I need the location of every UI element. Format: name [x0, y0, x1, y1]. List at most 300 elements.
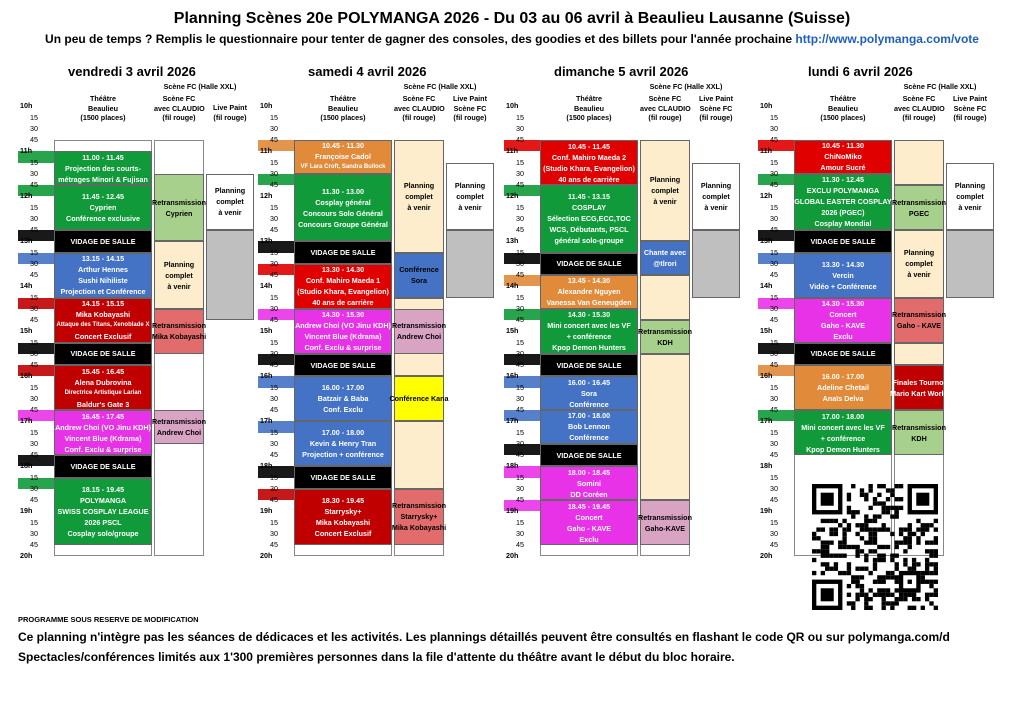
event-block[interactable] — [692, 230, 740, 298]
header-line: Scène FC — [699, 103, 733, 113]
qr-module — [895, 484, 899, 488]
event-text: Retransmission — [392, 501, 446, 511]
event-block[interactable] — [294, 489, 392, 545]
quarter-label: 15 — [516, 427, 524, 437]
event-text: Mika Kobayashi — [315, 517, 371, 527]
event-text: Retransmission — [152, 197, 206, 207]
qr-code-icon[interactable] — [812, 484, 938, 610]
hour-label: 15h — [260, 326, 273, 336]
event-text: Starrysky+ — [324, 506, 362, 516]
event-block[interactable] — [294, 174, 392, 242]
qr-module — [895, 601, 899, 605]
qr-module — [934, 606, 938, 610]
hour-label: 17h — [20, 416, 33, 426]
qr-module — [908, 540, 912, 544]
header-line: Scène FC — [648, 94, 682, 103]
qr-module — [873, 536, 877, 540]
quarter-label: 45 — [30, 315, 38, 324]
hour-label: 20h — [260, 551, 273, 561]
quarter-label: 30 — [30, 348, 38, 358]
event-text: Alena Dubrovina — [74, 377, 132, 387]
qr-module — [877, 545, 881, 549]
event-block[interactable] — [540, 140, 638, 185]
qr-module — [899, 527, 903, 531]
qr-module — [934, 571, 938, 575]
event-block[interactable] — [54, 230, 152, 253]
quarter-label: 45 — [30, 495, 38, 504]
qr-module — [929, 593, 933, 597]
event-block[interactable] — [54, 455, 152, 478]
event-block[interactable] — [54, 298, 152, 343]
hour-label: 14h — [506, 281, 519, 291]
hour-label: 11h — [20, 146, 32, 156]
hour-label: 15h — [20, 326, 33, 336]
event-block[interactable] — [794, 174, 892, 230]
qr-module — [864, 527, 868, 531]
header-line: (fil rouge) — [162, 113, 196, 122]
qr-module — [864, 523, 868, 527]
event-block[interactable] — [154, 174, 204, 242]
qr-module — [864, 554, 868, 558]
event-text: Françoise Cadol — [315, 152, 371, 162]
column-header — [394, 94, 444, 123]
quarter-label: 30 — [270, 483, 278, 493]
qr-module — [868, 588, 872, 592]
event-text: Concours Solo Général — [303, 208, 383, 218]
column-header — [206, 103, 254, 122]
event-block[interactable] — [54, 253, 152, 298]
qr-module — [925, 540, 929, 544]
event-text: 16.00 - 17.00 — [321, 383, 365, 393]
day-title: dimanche 5 avril 2026 — [554, 64, 689, 79]
event-block[interactable] — [54, 410, 152, 455]
qr-module — [934, 562, 938, 566]
qr-module — [851, 514, 855, 518]
header-line: Live Paint — [453, 94, 487, 103]
header-line: (1500 places) — [566, 113, 612, 122]
qr-module — [829, 567, 833, 571]
event-text: KDH — [657, 337, 673, 347]
qr-module — [895, 545, 899, 549]
qr-module — [886, 506, 890, 510]
event-block[interactable] — [294, 140, 392, 174]
qr-module — [916, 493, 929, 506]
qr-module — [908, 523, 912, 527]
qr-module — [921, 575, 925, 579]
column-header — [294, 94, 392, 123]
hour-label: 17h — [260, 416, 273, 426]
event-block[interactable] — [540, 185, 638, 253]
hour-label: 13h — [760, 236, 773, 246]
event-text: VIDAGE DE SALLE — [70, 236, 136, 246]
event-block[interactable] — [640, 354, 690, 500]
event-block[interactable] — [394, 309, 444, 354]
event-text: Mika Kobayashi — [75, 310, 131, 319]
event-block[interactable] — [540, 253, 638, 276]
qr-module — [886, 575, 890, 579]
event-text: 18.30 - 19.45 — [321, 495, 365, 505]
qr-module — [873, 497, 877, 501]
qr-module — [855, 510, 859, 514]
page-title: Planning Scènes 20e POLYMANGA 2026 - Du 03 au 06 avril à Beaulieu Lausanne (Suisse) — [173, 10, 851, 27]
event-text: Batzair & Baba — [317, 394, 369, 404]
quarter-label: 15 — [516, 517, 524, 527]
qr-module — [882, 501, 886, 505]
qr-module — [829, 532, 833, 536]
quarter-label: 45 — [770, 450, 778, 459]
event-block[interactable] — [640, 241, 690, 275]
event-block[interactable] — [890, 365, 948, 410]
event-text: Bob Lennon — [568, 422, 610, 432]
qr-module — [842, 536, 846, 540]
footer-line-1: Ce planning n'intègre pas les séances de dédicaces et les activités. Les plannings détaillés peuvent être consultés en flashant le code QR ou sur polymanga.com/d — [18, 630, 950, 644]
column-header — [894, 94, 944, 123]
hour-label: 20h — [20, 551, 33, 561]
event-block[interactable] — [894, 410, 944, 455]
qr-module — [821, 549, 825, 553]
quarter-label: 45 — [516, 360, 524, 369]
event-block[interactable] — [394, 253, 444, 298]
qr-module — [912, 562, 916, 566]
header-line: (fil rouge) — [699, 113, 733, 122]
qr-module — [873, 593, 877, 597]
event-text: Attaque des Titans, Xenoblade X — [56, 322, 150, 328]
hour-label: 17h — [506, 416, 519, 426]
event-text: 14.30 - 15.30 — [821, 299, 865, 308]
quarter-label: 45 — [30, 405, 38, 414]
event-text: Cosplay général — [315, 197, 371, 207]
qr-module — [934, 567, 938, 571]
qr-module — [882, 575, 886, 579]
event-block[interactable] — [294, 354, 392, 377]
event-text: Retransmission — [892, 422, 946, 432]
qr-module — [851, 606, 855, 610]
event-block[interactable] — [640, 500, 690, 545]
qr-module — [838, 554, 842, 558]
qr-module — [847, 527, 851, 531]
footer-line-2: Spectacles/conférences limités aux 1'300 premières personnes dans la file d'attente du théâtre avant le début du bloc horaire. — [18, 650, 735, 664]
qr-module — [899, 593, 903, 597]
event-text: 40 ans de carrière — [558, 174, 620, 184]
quarter-label: 30 — [30, 303, 38, 313]
qr-module — [912, 567, 916, 571]
qr-module — [842, 545, 846, 549]
hour-label: 13h — [20, 236, 33, 246]
scene-fc-group-label: Scène FC (Halle XXL) — [903, 82, 977, 91]
qr-module — [868, 506, 872, 510]
event-block[interactable] — [540, 309, 638, 354]
event-text: Kpop Demon Hunters — [806, 444, 880, 454]
header-line: Live Paint — [699, 94, 733, 103]
qr-module — [934, 536, 938, 540]
qr-module — [903, 527, 907, 531]
event-block[interactable] — [446, 163, 494, 231]
event-block[interactable] — [794, 140, 892, 174]
qr-module — [851, 510, 855, 514]
hour-label: 11h — [260, 146, 272, 156]
qr-module — [895, 562, 899, 566]
quarter-label: 15 — [30, 427, 38, 437]
quarter-label: 45 — [30, 135, 38, 144]
header-line: avec CLAUDIO — [640, 103, 691, 113]
event-block[interactable] — [894, 140, 944, 185]
header-line: Beaulieu — [88, 103, 118, 113]
quarter-label: 30 — [516, 258, 524, 268]
qr-module — [925, 527, 929, 531]
quarter-label: 30 — [30, 258, 38, 268]
event-block[interactable] — [54, 365, 152, 410]
event-block[interactable] — [540, 275, 638, 309]
quarter-label: 45 — [270, 315, 278, 324]
event-block[interactable] — [894, 230, 944, 298]
hour-label: 15h — [760, 326, 773, 336]
event-block[interactable] — [540, 500, 638, 545]
event-block[interactable] — [294, 421, 392, 466]
quarter-label: 45 — [516, 135, 524, 144]
event-text: Conférence — [399, 265, 439, 274]
header-line: Live Paint — [953, 94, 987, 103]
event-block[interactable] — [394, 140, 444, 253]
event-text: 13.30 - 14.30 — [321, 265, 365, 275]
qr-module — [934, 554, 938, 558]
event-text: Planning — [700, 180, 732, 190]
event-text: Andrew Choi (VO Jinu KDH) — [55, 422, 151, 432]
qr-module — [895, 497, 899, 501]
quarter-label: 45 — [270, 405, 278, 414]
qr-module — [842, 519, 846, 523]
quarter-label: 30 — [30, 483, 38, 493]
hour-label: 16h — [20, 371, 33, 381]
quarter-label: 45 — [770, 405, 778, 414]
qr-module — [816, 536, 820, 540]
quarter-label: 45 — [516, 495, 524, 504]
quarter-label: 45 — [30, 270, 38, 279]
header-line: Scène FC — [402, 94, 436, 103]
event-text: VIDAGE DE SALLE — [310, 360, 376, 370]
event-block[interactable] — [294, 241, 392, 264]
event-block[interactable] — [946, 230, 994, 298]
event-block[interactable] — [540, 410, 638, 444]
qr-module — [860, 523, 864, 527]
qr-module — [847, 510, 851, 514]
qr-module — [855, 523, 859, 527]
qr-module — [829, 527, 833, 531]
qr-module — [877, 527, 881, 531]
event-text: Alexandre Nguyen — [557, 287, 621, 297]
hour-label: 10h — [20, 101, 33, 111]
event-text: Conférence — [569, 433, 609, 443]
quarter-label: 30 — [270, 393, 278, 403]
qr-module — [882, 588, 886, 592]
event-text: Planning — [163, 259, 195, 269]
quarter-label: 45 — [30, 225, 38, 234]
event-block[interactable] — [54, 478, 152, 546]
hour-label: 14h — [20, 281, 33, 291]
event-text: métrages Minori & Fujisan — [58, 174, 148, 184]
event-block[interactable] — [794, 298, 892, 343]
qr-module — [934, 549, 938, 553]
qr-module — [825, 540, 829, 544]
qr-module — [821, 540, 825, 544]
qr-module — [921, 523, 925, 527]
quarter-label: 45 — [516, 405, 524, 414]
qr-module — [821, 588, 834, 601]
event-block[interactable] — [540, 444, 638, 467]
event-text: VIDAGE DE SALLE — [810, 236, 876, 246]
event-block[interactable] — [391, 489, 447, 545]
event-block[interactable] — [540, 354, 638, 377]
event-block[interactable] — [294, 309, 392, 354]
qr-module — [886, 545, 890, 549]
qr-module — [860, 584, 864, 588]
quarter-label: 45 — [270, 180, 278, 189]
event-block[interactable] — [151, 309, 207, 354]
event-text: Anaïs Delva — [822, 394, 864, 403]
qr-module — [899, 540, 903, 544]
qr-module — [882, 601, 886, 605]
event-text: 2026 (PGEC) — [821, 208, 865, 218]
event-block[interactable] — [540, 466, 638, 500]
qr-module — [873, 549, 877, 553]
qr-module — [890, 506, 894, 510]
quarter-label: 45 — [270, 360, 278, 369]
event-block[interactable] — [640, 140, 690, 241]
event-block[interactable] — [540, 376, 638, 410]
event-text: Arthur Hennes — [78, 265, 128, 274]
event-block[interactable] — [894, 298, 944, 343]
quarter-label: 15 — [516, 112, 524, 122]
event-block[interactable] — [794, 410, 892, 455]
qr-module — [855, 554, 859, 558]
quarter-label: 30 — [770, 438, 778, 448]
event-block[interactable] — [154, 241, 204, 309]
qr-module — [834, 532, 838, 536]
qr-module — [912, 597, 916, 601]
event-text: VIDAGE DE SALLE — [70, 461, 136, 471]
quarter-label: 30 — [516, 393, 524, 403]
event-block[interactable] — [206, 230, 254, 320]
qr-module — [934, 527, 938, 531]
qr-module — [812, 532, 816, 536]
qr-module — [929, 562, 933, 566]
qr-module — [851, 545, 855, 549]
qr-module — [868, 597, 872, 601]
event-block[interactable] — [54, 343, 152, 366]
event-text: 16.00 - 17.00 — [821, 372, 865, 381]
event-block[interactable] — [394, 421, 444, 489]
event-block[interactable] — [794, 343, 892, 366]
quarter-label: 30 — [770, 528, 778, 538]
event-block[interactable] — [794, 230, 892, 253]
qr-module — [847, 567, 851, 571]
qr-module — [851, 575, 855, 579]
event-block[interactable] — [54, 151, 152, 185]
event-block[interactable] — [894, 343, 944, 366]
event-text: 10.45 - 11.30 — [822, 141, 864, 151]
event-text: à venir — [167, 281, 191, 291]
hour-label: 14h — [260, 281, 273, 291]
qr-module — [925, 571, 929, 575]
event-block[interactable] — [446, 230, 494, 298]
event-text: Conférence Kana — [389, 394, 449, 404]
event-block[interactable] — [294, 466, 392, 489]
qr-module — [895, 506, 899, 510]
qr-module — [921, 580, 925, 584]
qr-module — [895, 575, 899, 579]
qr-module — [873, 558, 877, 562]
event-block[interactable] — [294, 376, 392, 421]
event-block[interactable] — [389, 376, 449, 421]
quarter-label: 30 — [270, 348, 278, 358]
quarter-label: 15 — [30, 202, 38, 212]
hour-label: 19h — [20, 506, 33, 516]
event-block[interactable] — [206, 174, 254, 230]
event-text: GLOBAL EASTER COSPLAY — [794, 197, 892, 207]
qr-module — [895, 510, 899, 514]
qr-module — [895, 567, 899, 571]
header-line: Scène FC — [453, 103, 487, 113]
qr-module — [855, 532, 859, 536]
event-block[interactable] — [894, 185, 944, 230]
event-text: 16.00 - 16.45 — [567, 377, 611, 387]
event-text: à venir — [653, 197, 677, 207]
qr-module — [882, 510, 886, 514]
event-block[interactable] — [640, 275, 690, 320]
quarter-label: 45 — [516, 180, 524, 189]
event-text: Kpop Demon Hunters — [552, 343, 626, 353]
qr-module — [908, 606, 912, 610]
quarter-label: 45 — [770, 360, 778, 369]
event-text: VF Lara Croft, Sandra Bullock — [300, 164, 386, 171]
qr-module — [895, 580, 899, 584]
event-block[interactable] — [640, 320, 690, 354]
event-block[interactable] — [692, 163, 740, 231]
qr-module — [895, 554, 899, 558]
qr-module — [825, 554, 829, 558]
header-line: (fil rouge) — [902, 113, 936, 122]
event-block[interactable] — [794, 365, 892, 410]
event-text: Baldur's Gate 3 — [76, 399, 130, 409]
qr-module — [912, 593, 916, 597]
quarter-label: 45 — [770, 135, 778, 144]
qr-module — [851, 484, 855, 488]
event-text: Exclu — [579, 534, 599, 544]
vote-link[interactable]: http://www.polymanga.com/vote — [795, 32, 979, 46]
qr-module — [868, 571, 872, 575]
qr-module — [812, 558, 816, 562]
qr-module — [890, 514, 894, 518]
quarter-label: 15 — [270, 157, 278, 167]
event-text: Planning — [214, 186, 246, 196]
quarter-label: 15 — [516, 202, 524, 212]
quarter-label: 15 — [770, 157, 778, 167]
quarter-label: 30 — [30, 438, 38, 448]
event-block[interactable] — [794, 253, 892, 298]
qr-module — [860, 549, 864, 553]
qr-module — [886, 571, 890, 575]
event-block[interactable] — [946, 163, 994, 231]
event-text: Gaho - KAVE — [820, 321, 866, 330]
qr-module — [855, 584, 859, 588]
quarter-label: 30 — [270, 123, 278, 133]
quarter-label: 45 — [770, 495, 778, 504]
qr-module — [868, 519, 872, 523]
event-block[interactable] — [154, 410, 204, 444]
event-text: Vincent Blue (Kdrama) — [304, 332, 382, 342]
event-block[interactable] — [54, 185, 152, 230]
event-block[interactable] — [294, 264, 392, 309]
hour-label: 16h — [506, 371, 519, 381]
